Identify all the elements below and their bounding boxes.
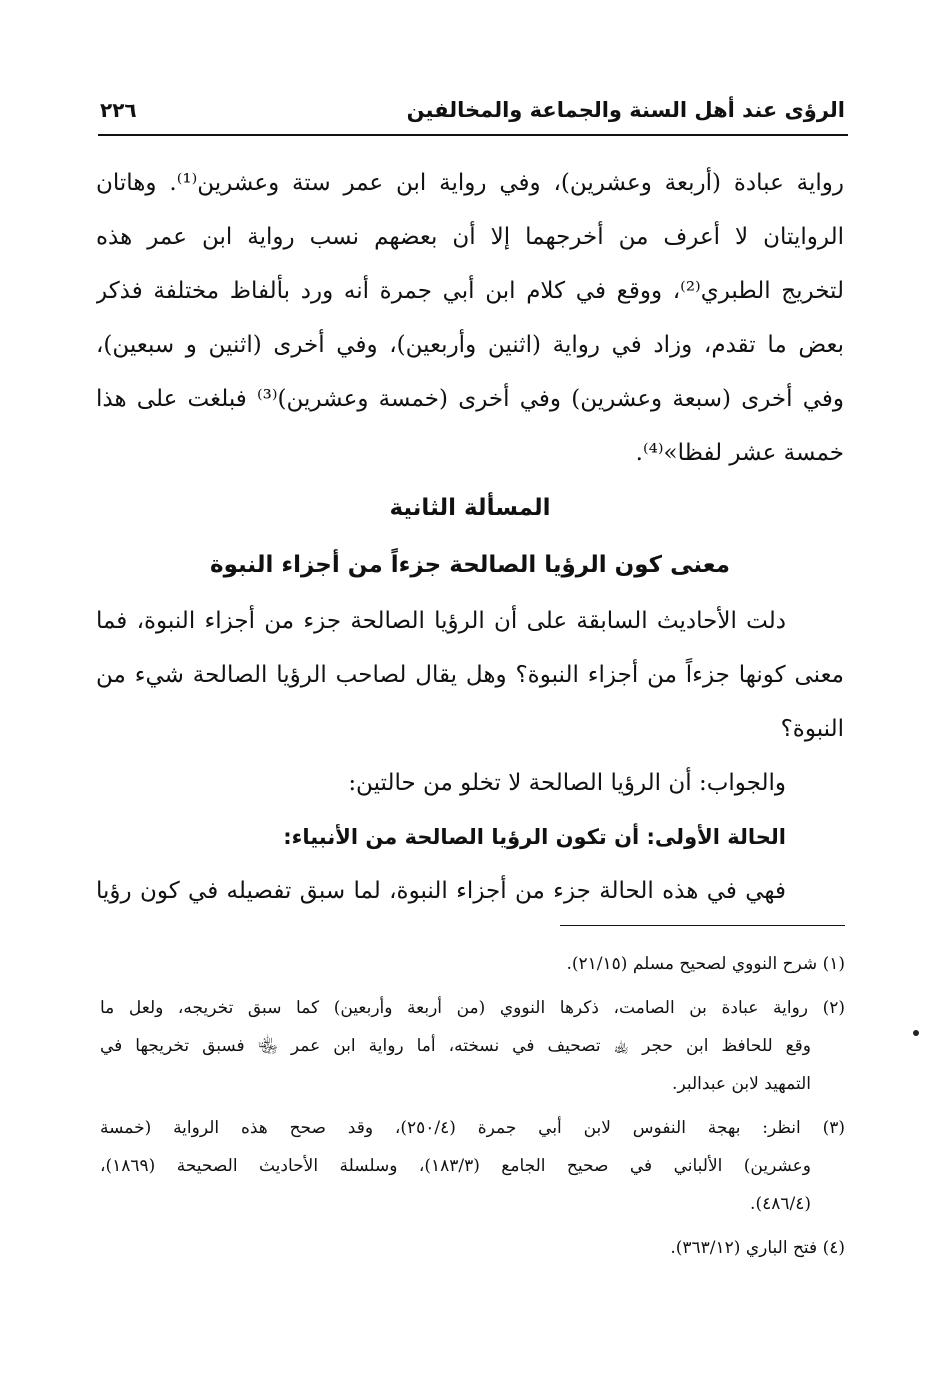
section-subheading: معنى كون الرؤيا الصالحة جزءاً من أجزاء النبوة — [210, 552, 730, 578]
case-one-heading: الحالة الأولى: أن تكون الرؤيا الصالحة من الأنبياء: — [283, 825, 786, 849]
footnote-line: (٢) رواية عبادة بن الصامت، ذكرها النووي (من أربعة وأربعين) كما سبق تخريجه، ولعل ما — [100, 998, 845, 1018]
paragraph-question — [96, 594, 844, 756]
header-divider — [98, 134, 848, 136]
footnote-line: (٣) انظر: بهجة النفوس لابن أبي جمرة (٢٥٠/٤)، وقد صحح هذه الرواية (خمسة — [100, 1118, 845, 1138]
text-line: خمسة عشر لفظا»⁽⁴⁾. — [635, 440, 844, 466]
text-line: رواية عبادة (أربعة وعشرين)، وفي رواية ابن عمر ستة وعشرين⁽¹⁾. وهاتان — [96, 170, 844, 196]
section-heading: المسألة الثانية — [389, 495, 551, 521]
text-line: معنى كونها جزءاً من أجزاء النبوة؟ وهل يقال لصاحب الرؤيا الصالحة شيء من — [96, 662, 844, 688]
text-line: الروايتان لا أعرف من أخرجهما إلا أن بعضهم نسب رواية ابن عمر هذه — [96, 224, 844, 250]
main-text — [96, 156, 844, 918]
footnotes — [100, 945, 845, 1267]
page-header — [100, 88, 845, 132]
footnote-3 — [100, 1109, 845, 1223]
answer-line: والجواب: أن الرؤيا الصالحة لا تخلو من حالتين: — [348, 770, 786, 796]
case-one-text: فهي في هذه الحالة جزء من أجزاء النبوة، لما سبق تفصيله في كون رؤيا — [96, 878, 786, 904]
footnote-line: وعشرين) الألباني في صحيح الجامع (١٨٣/٣)، وسلسلة الأحاديث الصحيحة (١٨٦٩)، — [100, 1156, 811, 1176]
footnote-line: (٤٨٦/٤). — [750, 1194, 811, 1214]
footnote-4 — [100, 1229, 845, 1267]
text-line: النبوة؟ — [780, 716, 844, 742]
footnote-line: التمهيد لابن عبدالبر. — [672, 1074, 811, 1094]
footnote-line: (١) شرح النووي لصحيح مسلم (٢١/١٥). — [566, 954, 845, 974]
footnote-line: وقع للحافظ ابن حجر ﵀ تصحيف في نسخته، أما رواية ابن عمر ﵄ فسبق تخريجها في — [100, 1036, 811, 1056]
text-line: لتخريج الطبري⁽²⁾، ووقع في كلام ابن أبي جمرة أنه ورد بألفاظ مختلفة فذكر — [96, 278, 844, 304]
text-line: بعض ما تقدم، وزاد في رواية (اثنين وأربعين)، وفي أخرى (اثنين و سبعين)، — [96, 332, 844, 358]
running-title: الرؤى عند أهل السنة والجماعة والمخالفين — [406, 98, 845, 122]
scan-speck — [913, 1030, 919, 1036]
footnote-line: (٤) فتح الباري (٣٦٣/١٢). — [670, 1238, 845, 1258]
footnote-divider — [560, 925, 845, 926]
page-number: ٢٢٦ — [100, 98, 137, 122]
text-line: دلت الأحاديث السابقة على أن الرؤيا الصالحة جزء من أجزاء النبوة، فما — [96, 608, 786, 634]
footnote-2 — [100, 989, 845, 1103]
text-line: وفي أخرى (سبعة وعشرين) وفي أخرى (خمسة وعشرين)⁽³⁾ فبلغت على هذا — [96, 386, 844, 412]
footnote-1 — [100, 945, 845, 983]
paragraph-quote-continuation — [96, 156, 844, 480]
